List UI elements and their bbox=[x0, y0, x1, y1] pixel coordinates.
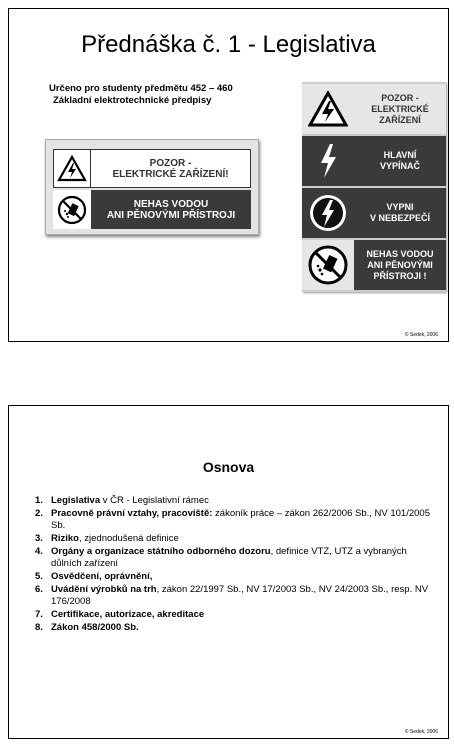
sign-no-water bbox=[302, 240, 446, 290]
high-voltage-triangle-icon bbox=[53, 149, 91, 188]
sign-row-electrical bbox=[53, 149, 251, 188]
item-text: , definice VTZ, UTZ a vybraných důlních zařízení bbox=[51, 546, 407, 569]
sign-row-no-water bbox=[53, 190, 251, 229]
item-number: 5. bbox=[35, 571, 43, 582]
item-bold: Orgány a organizace státního odborného dozoru bbox=[51, 546, 271, 557]
list-item bbox=[35, 571, 440, 583]
lightning-circle-icon bbox=[302, 188, 354, 238]
item-bold: Pracovně právní vztahy, pracoviště: bbox=[51, 508, 213, 519]
sign-text bbox=[91, 149, 251, 188]
item-number: 1. bbox=[35, 495, 43, 506]
sign-electrical-equipment bbox=[302, 84, 446, 134]
sign-line: V NEBEZPEČÍ bbox=[369, 213, 430, 223]
sign-line: HLAVNÍ bbox=[383, 150, 417, 160]
item-text: , zjednodušená definice bbox=[78, 533, 179, 544]
sign-main-switch bbox=[302, 136, 446, 186]
sign-text bbox=[354, 188, 446, 238]
item-text: v ČR - Legislativní rámec bbox=[100, 495, 209, 506]
sign-line: ANI PĚNOVÝMI PŘÍSTROJI bbox=[106, 209, 236, 221]
warning-sign-stack bbox=[302, 82, 446, 292]
high-voltage-triangle-icon bbox=[302, 84, 354, 134]
sign-line: ELEKTRICKÉ ZAŘÍZENÍ! bbox=[112, 168, 229, 180]
slide-1 bbox=[8, 8, 449, 342]
sign-text bbox=[354, 84, 446, 134]
list-item bbox=[35, 609, 440, 621]
lightning-bolt-icon bbox=[302, 136, 354, 186]
item-bold: Legislativa bbox=[51, 495, 101, 506]
sign-line: NEHAS VODOU bbox=[366, 248, 434, 259]
copyright-note: © Sedek, 2006 bbox=[404, 332, 438, 338]
sign-line: NEHAS VODOU bbox=[133, 198, 209, 210]
item-number: 7. bbox=[35, 609, 43, 620]
sign-switch-off-in-danger bbox=[302, 188, 446, 238]
sign-line: VYPNI bbox=[386, 202, 414, 212]
outline-list bbox=[35, 495, 440, 635]
sign-text bbox=[354, 136, 446, 186]
item-bold: Certifikace, autorizace, akreditace bbox=[51, 609, 205, 620]
sign-line: VYPÍNAČ bbox=[379, 161, 420, 171]
sign-line: ELEKTRICKÉ bbox=[371, 103, 429, 114]
no-water-extinguisher-icon bbox=[302, 240, 354, 290]
list-item bbox=[35, 546, 440, 570]
item-text: , zákon 22/1997 Sb., NV 17/2003 Sb., NV 24/2003 Sb., resp. NV 176/2008 bbox=[51, 584, 429, 607]
list-item bbox=[35, 495, 440, 507]
item-number: 3. bbox=[35, 533, 43, 544]
item-bold: Uvádění výrobků na trh bbox=[51, 584, 157, 595]
sign-line: ANI PĚNOVÝMI bbox=[367, 259, 433, 270]
sign-text bbox=[91, 190, 251, 229]
item-number: 4. bbox=[35, 546, 43, 557]
item-number: 8. bbox=[35, 622, 43, 633]
sign-text bbox=[354, 240, 446, 290]
item-bold: Osvědčení, oprávnění, bbox=[51, 571, 153, 582]
slide-title: Přednáška č. 1 - Legislativa bbox=[81, 31, 376, 58]
slide-subtitle bbox=[49, 83, 233, 107]
sign-line: POZOR - bbox=[149, 157, 192, 169]
sign-line: ZAŘÍZENÍ bbox=[379, 114, 421, 125]
copyright-note: © Sedek, 2006 bbox=[404, 729, 438, 735]
subtitle-line-1: Určeno pro studenty předmětu 452 – 460 bbox=[49, 83, 233, 94]
list-item bbox=[35, 584, 440, 608]
item-text: zákoník práce – zákon 262/2006 Sb., NV 101/2005 Sb. bbox=[51, 508, 430, 531]
item-bold: Zákon 458/2000 Sb. bbox=[51, 622, 139, 633]
list-item bbox=[35, 508, 440, 532]
slide-2 bbox=[8, 405, 449, 739]
list-item bbox=[35, 533, 440, 545]
sign-line: PŘÍSTROJI ! bbox=[373, 270, 427, 281]
list-item bbox=[35, 622, 440, 634]
item-bold: Riziko bbox=[51, 533, 79, 544]
no-water-extinguisher-icon bbox=[53, 190, 91, 229]
sign-line: POZOR - bbox=[381, 92, 419, 103]
slide-title: Osnova bbox=[202, 459, 255, 475]
warning-sign-left bbox=[45, 139, 259, 235]
item-number: 6. bbox=[35, 584, 43, 595]
subtitle-line-2: Základní elektrotechnické předpisy bbox=[53, 95, 212, 106]
item-number: 2. bbox=[35, 508, 43, 519]
